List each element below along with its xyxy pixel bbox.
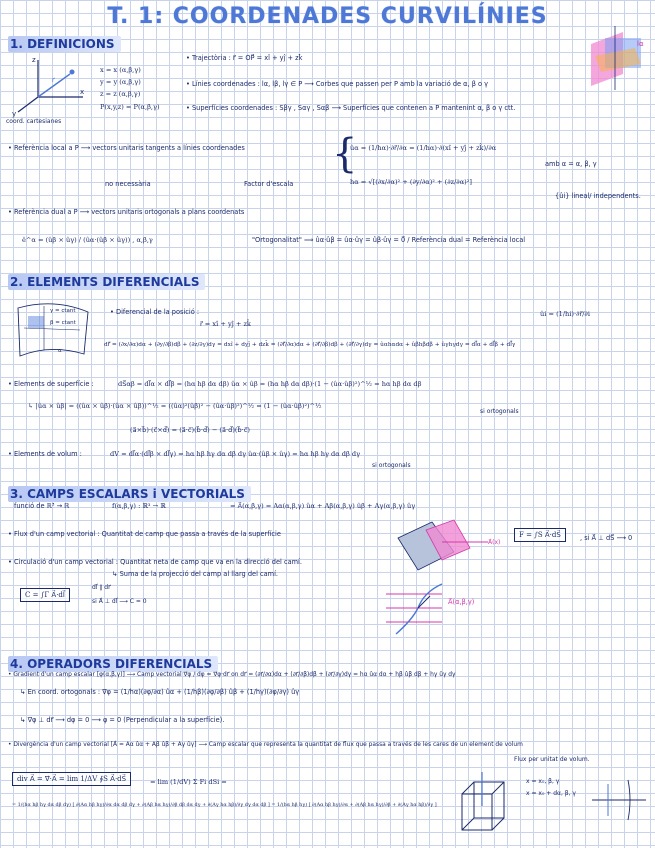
linies-note: • Línies coordenades : lα, lβ, lγ ∈ P ⟶ Corbes que passen per P amb la variació de α, β o γ [186, 80, 489, 88]
ref-local-note: • Referència local a P ⟶ vectors unitaris tangents a línies coordenades [8, 144, 245, 152]
scalar-field: f(α,β,γ) : ℝ³ → ℝ [112, 502, 166, 510]
section-title-operadors: 4. OPERADORS DIFERENCIALS [8, 656, 218, 672]
divergence-box: div A⃗ = ∇⃗·A⃗ = lim 1/ΔV ∮S A⃗·dS⃗ [12, 772, 131, 786]
volume-element-formula: dV = dl⃗α·(dl⃗β × dl⃗γ) = hα hβ hγ dα dβ dγ ûα·(ûβ × ûγ) = hα hβ hγ dα dβ dγ [110, 450, 361, 458]
unit-def: ûi = (1/hi)·∂r⃗/∂i [540, 310, 590, 318]
surface-element-formula: dS⃗αβ = dl⃗α × dl⃗β = (hα hβ dα dβ) ûα × ûβ = (hα hβ dα dβ)·(1 − (ûα·ûβ)²)^½ = hα hβ dα dβ [118, 380, 422, 388]
factor-escala-label: Factor d'escala [244, 180, 294, 188]
param-x: x = x (α,β,γ) [100, 66, 141, 74]
unit-vector-formula: ûα = (1/hα)·∂r⃗/∂α = (1/hα)·∂(xî + yĵ + zk̂)/∂α [350, 144, 497, 152]
section-title-definicions: 1. DEFINICIONS [8, 36, 121, 52]
svg-text:A⃗(x): A⃗(x) [488, 539, 501, 546]
divergence-sum: = lim (1/dV) Σ Fi dSi = [150, 778, 227, 786]
svg-text:z: z [32, 56, 36, 64]
elements-superficie-label: • Elements de superfície : [8, 380, 94, 388]
trajectoria-note: • Trajectòria : r⃗ = OP⃗ = xî + yĵ + zk̂ [186, 54, 303, 62]
page-title: T. 1: COORDENADES CURVILÍNIES [107, 4, 548, 29]
no-necessaria-note: no necessària [105, 180, 151, 188]
section-title-elements-diferencials: 2. ELEMENTS DIFERENCIALS [8, 274, 205, 290]
vector-identity: (a⃗×b⃗)·(c⃗×d⃗) = (a⃗·c⃗)(b⃗·d⃗) − (a⃗·d⃗)(b⃗·c⃗) [130, 426, 250, 434]
section-title-camps: 3. CAMPS ESCALARS i VECTORIALS [8, 486, 251, 502]
vector-field: = A⃗(α,β,γ) = Aα(α,β,γ) ûα + Aβ(α,β,γ) ûβ + Aγ(α,β,γ) ûγ [230, 502, 416, 510]
elements-volum-label: • Elements de volum : [8, 450, 82, 458]
cube-face-a: x = x₀, β, γ [526, 778, 560, 785]
dr-formula: dr⃗ = (∂x/∂α)dα + (∂y/∂β)dβ + (∂z/∂γ)dγ = dxî + dyĵ + dzk̂ = (∂r⃗/∂α)dα + (∂r⃗/∂β)dβ + (∂r⃗/∂γ)dγ = ûαhαdα + ûβhβdβ + ûγhγdγ = dl⃗α + dl⃗β + dl⃗γ [104, 342, 516, 348]
svg-text:x: x [80, 88, 85, 96]
dual-vector-formula: ê^α = (ûβ × ûγ) / (ûα·(ûβ × ûγ)) , α,β,γ [22, 236, 153, 244]
circulacio-subnote: ↳ Suma de la projecció del camp al llarg del camí. [112, 570, 279, 578]
surface-module-formula: ↳ |ûα × ûβ| = ((ûα × ûβ)·(ûα × ûβ))^½ = ((ûα)²(ûβ)² − (ûα·ûβ)²)^½ = (1 − (ûα·ûβ)²)^½ [28, 402, 322, 410]
si-ortogonals-note: si ortogonals [480, 408, 519, 415]
param-y: y = y (α,β,γ) [100, 78, 141, 86]
diferencial-posicio-note: • Diferencial de la posició : [110, 308, 200, 316]
funcio-label: funció de ℝ³ → ℝ [14, 502, 70, 510]
circulation-parallel: dl⃗ ∥ dr⃗ [92, 584, 111, 591]
differential-element-figure [14, 298, 92, 364]
field-label: A⃗(α,β,γ) [448, 598, 475, 606]
cube-face-b: x = x₀ + dα, β, γ [526, 790, 576, 797]
ortogonalitat-note: "Ortogonalitat" ⟹ ûα·ûβ = ûα·ûγ = ûβ·ûγ = 0⃗ / Referència dual = Referència local [252, 236, 526, 244]
param-z: z = z (α,β,γ) [100, 90, 141, 98]
svg-text:β = ctant: β = ctant [50, 320, 76, 326]
svg-text:y: y [12, 110, 17, 118]
si-ortogonals-note-2: si ortogonals [372, 462, 411, 469]
flux-condition: , si A⃗ ⊥ dS⃗ ⟶ 0 [580, 534, 633, 542]
divergence-flux-figure [590, 770, 648, 830]
coordinate-surfaces-figure [585, 24, 647, 94]
coords-label: coord. cartesianes [6, 118, 62, 125]
flux-note: • Flux d'un camp vectorial : Quantitat de camp que passa a través de la superfície [8, 530, 281, 538]
volume-cube-figure [452, 770, 516, 840]
flux-per-volum-note: Flux per unitat de volum. [514, 756, 590, 763]
svg-text:r⃗: r⃗ [52, 77, 55, 84]
ref-dual-note: • Referència dual a P ⟶ vectors unitaris ortogonals a plans coordenats [8, 208, 245, 216]
divergence-note: • Divergència d'un camp vectorial [A⃗ = Aα ûα + Aβ ûβ + Aγ ûγ] ⟶ Camp escalar que representa la quantitat de flux que passa a través de les cares de un element de volum [8, 742, 523, 748]
amb-note: amb α = α, β, γ [545, 160, 597, 168]
circulation-integral-box: C = ∫Γ A⃗·dl⃗ [20, 588, 70, 602]
lineal-independents-note: {ûi} lineal/ independents. [555, 192, 641, 200]
flux-integral-box: F = ∫S A⃗·dS⃗ [514, 528, 566, 542]
superficies-note: • Superfícies coordenades : Sβγ , Sαγ , Sαβ ⟶ Superfícies que contenen a P mantenint α, β o γ ctt. [186, 104, 516, 112]
gradient-orthogonal: ↳ En coord. ortogonals : ∇⃗φ = (1/hα)(∂φ/∂α) ûα + (1/hβ)(∂φ/∂β) ûβ + (1/hγ)(∂φ/∂γ) ûγ [20, 688, 300, 696]
svg-text:lα: lα [637, 40, 644, 48]
svg-text:α: α [58, 348, 62, 354]
svg-text:γ = ctant: γ = ctant [50, 308, 76, 314]
circulation-field-figure [382, 580, 492, 638]
circulation-zero: si A⃗ ⊥ dl⃗ ⟶ C = 0 [92, 598, 147, 605]
gradient-perpendicular: ↳ ∇⃗φ ⊥ dr⃗ ⟶ dφ = 0 ⟶ φ = 0 (Perpendicular a la superfície). [20, 716, 225, 724]
brace: { [332, 131, 358, 177]
cartesian-axes-figure [8, 52, 93, 122]
divergence-final: = 1/(hα hβ hγ dα dβ dγ) [ ∂(Aα hβ hγ)/∂α dα dβ dγ + ∂(Aβ hα hγ)/∂β dβ dα dγ + ∂(Aγ hα hβ)/∂γ dγ dα dβ ] = 1/(hα hβ hγ) [ ∂(Aα hβ hγ)/∂α + ∂(Aβ hα hγ)/∂β + ∂(Aγ hα hβ)/∂γ ] [12, 802, 437, 808]
circulacio-note: • Circulació d'un camp vectorial : Quantitat neta de camp que va en la direcció del camí. [8, 558, 302, 566]
flux-surface-figure [392, 516, 502, 576]
gradient-note: • Gradient d'un camp escalar [φ(α,β,γ)] ⟶ Camp vectorial ∇⃗φ / dφ = ∇⃗φ·dr⃗ on dr⃗ = (∂r⃗/∂α)dα + (∂r⃗/∂β)dβ + (∂r⃗/∂γ)dγ = hα ûα dα + hβ ûβ dβ + hγ ûγ dγ [8, 672, 456, 678]
scale-factor-formula: hα = √[(∂x/∂α)² + (∂y/∂α)² + (∂z/∂α)²] [350, 178, 472, 186]
param-p: P(x,y,z) = P(α,β,γ) [100, 103, 160, 111]
position-def: r⃗ = xî + yĵ + zk̂ [200, 320, 251, 328]
